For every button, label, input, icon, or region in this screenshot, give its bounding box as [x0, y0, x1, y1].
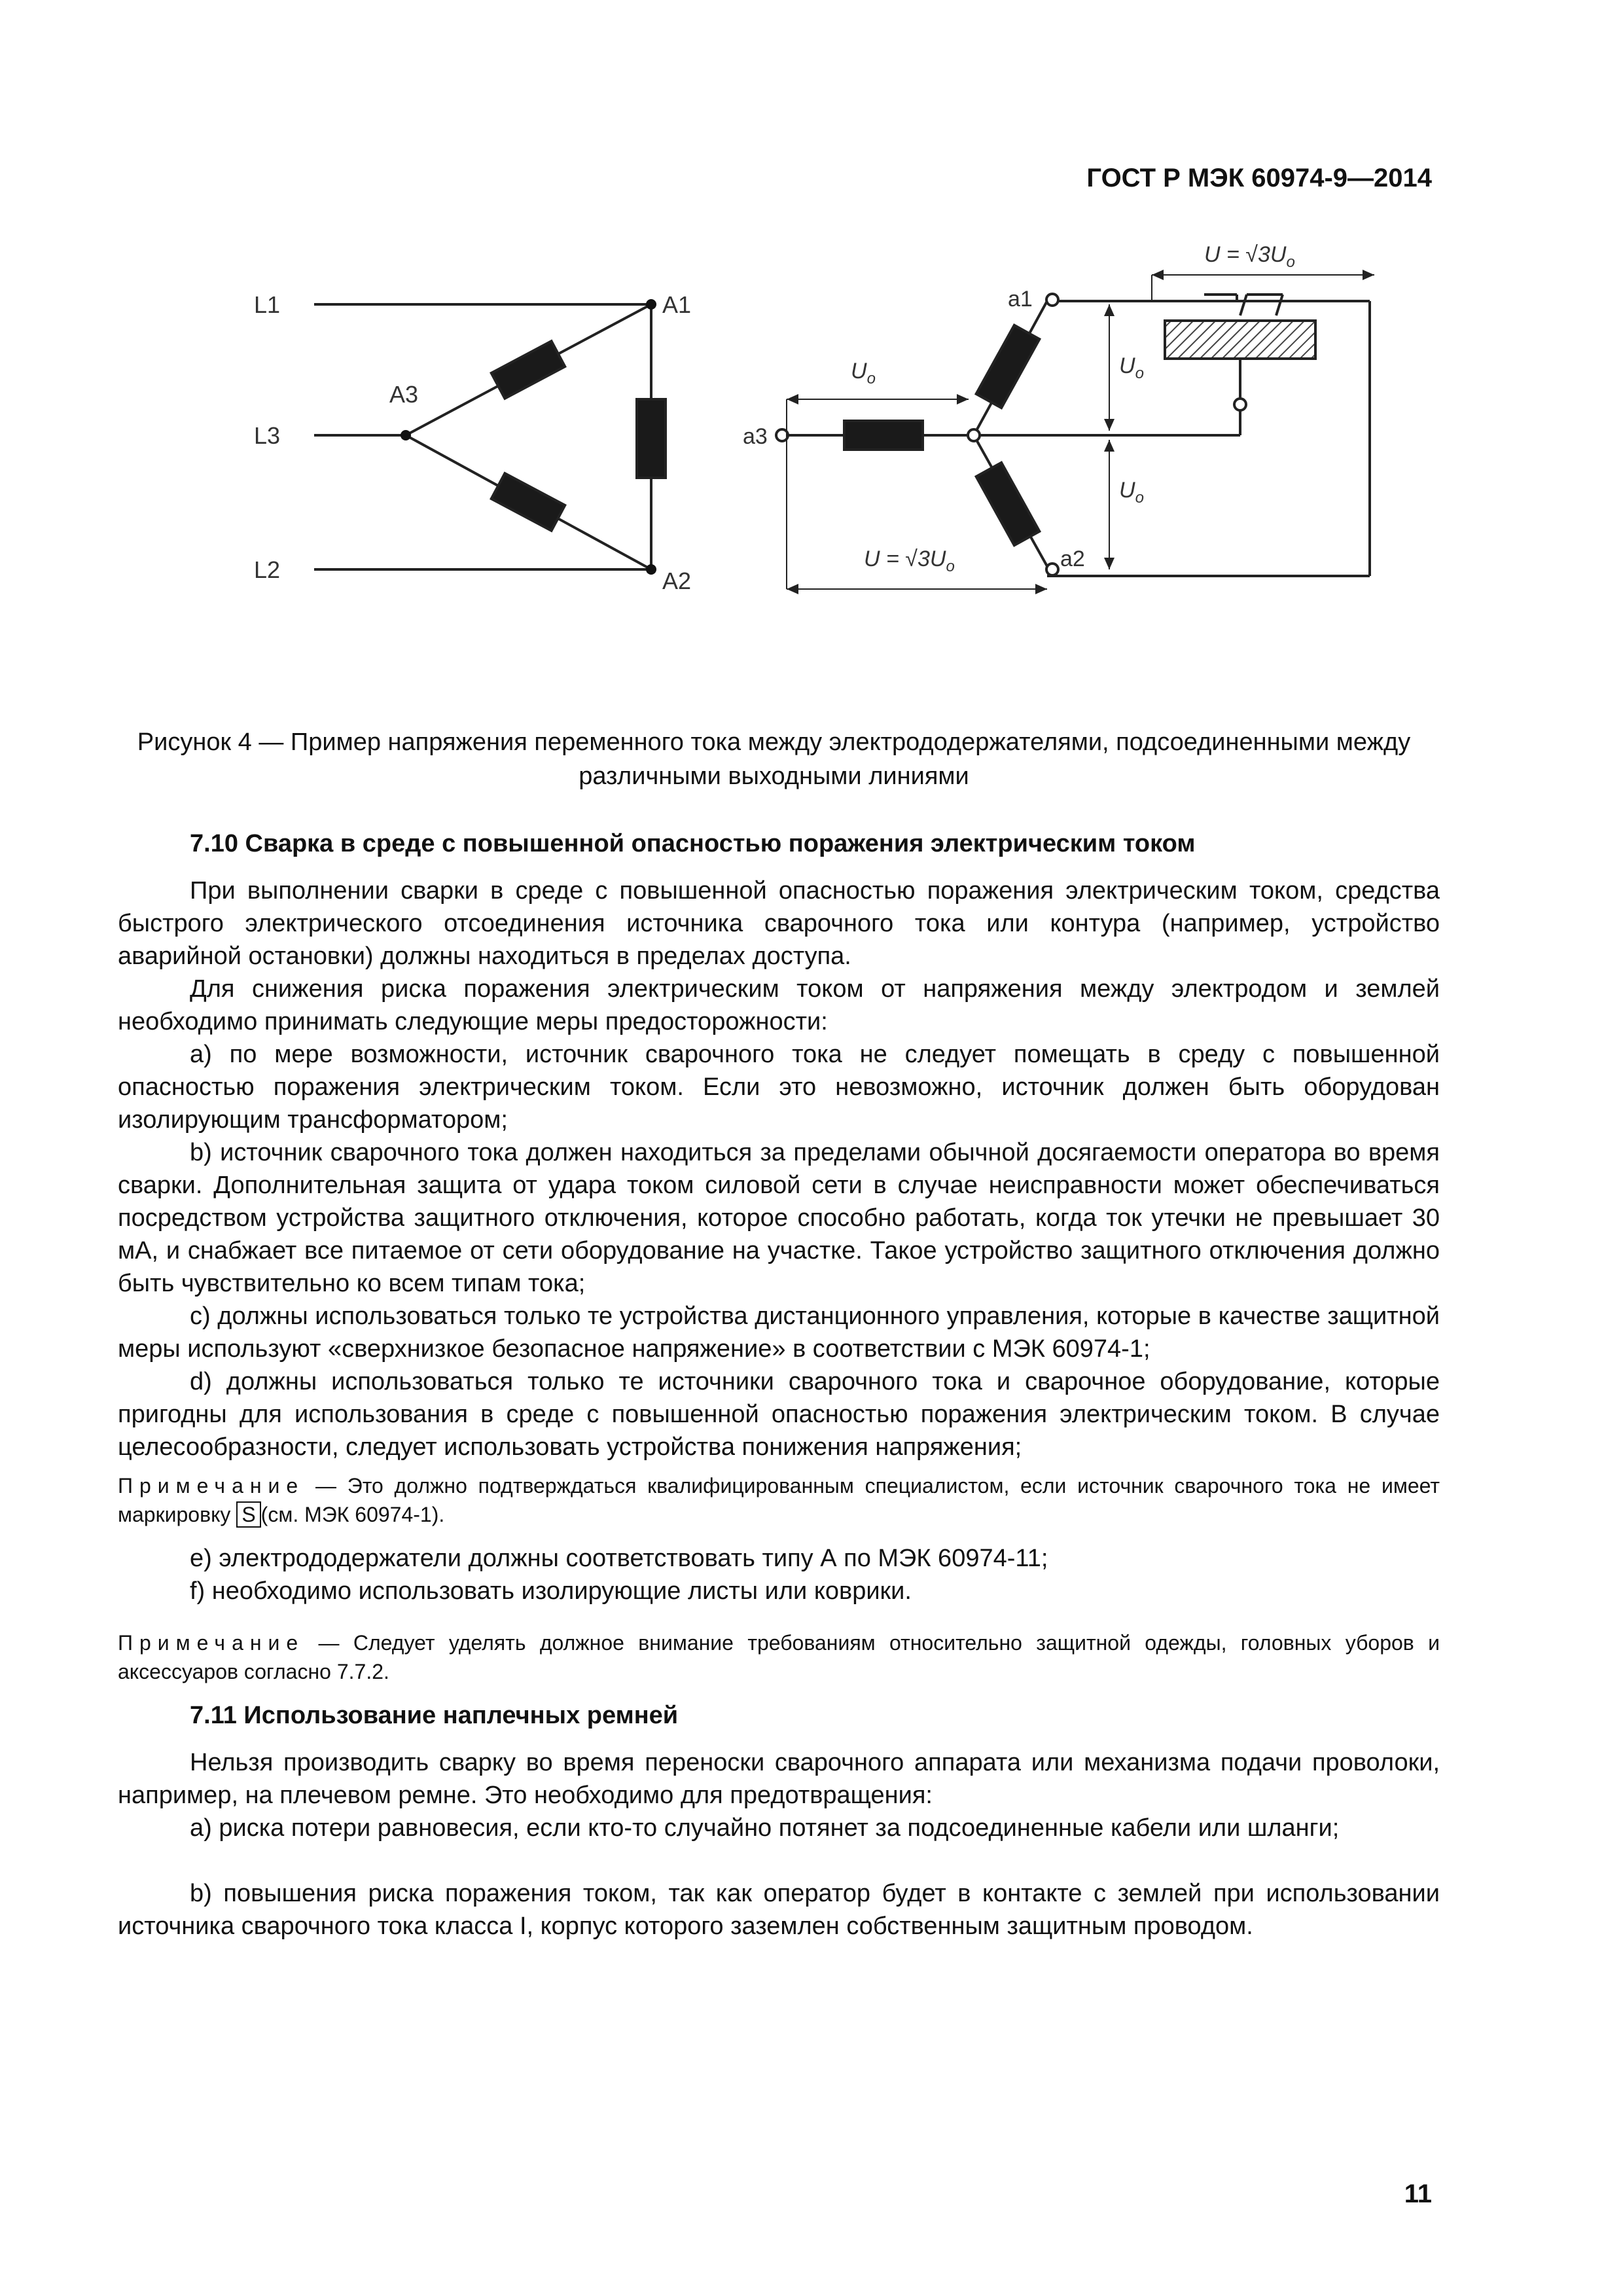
- document-header: ГОСТ Р МЭК 60974-9—2014: [1086, 164, 1432, 192]
- safety-mark-s: S: [236, 1501, 260, 1528]
- note-2: Примечание — Следует уделять должное внимание требованиям относительно защитной одежды, головных уборов и аксессуаров согласно 7.7.2.: [118, 1631, 1440, 1683]
- label-u0-lower: $U_o$: [1119, 478, 1144, 507]
- list-item-711-b: b) повышения риска поражения током, так как оператор будет в контакте с землей при использовании источника сварочного тока класса I, корпус которого заземлен собственным защитным проводом.: [118, 1880, 1440, 1940]
- resistor-a1-a2: [637, 399, 666, 478]
- list-item-b: b) источник сварочного тока должен находиться за пределами обычной досягаемости оператора во время сварки. Дополнительная защита от удара током силовой сети в случае неисправности может обеспечиваться посредством устройства защитного отключения, которое способно работать, когда ток утечки не превышает 30 мА, и снабжает все питаемое от сети оборудование на участке. Такое устройство защитного отключения должно быть чувствительно ко всем типам тока;: [118, 1139, 1440, 1297]
- delta-circuit: [314, 304, 666, 569]
- note-1: Примечание — Это должно подтверждаться квалифицированным специалистом, если источник сварочного тока не имеет маркировку S (см. МЭК 60974-1).: [118, 1474, 1440, 1526]
- resistor-a3-a1: [491, 341, 565, 399]
- label-a2-small: a2: [1060, 547, 1085, 571]
- label-l3: L3: [254, 422, 281, 449]
- label-a3: A3: [389, 381, 419, 408]
- label-a2: A2: [662, 567, 692, 594]
- resistor-a3-a2: [491, 473, 565, 531]
- circuit-diagram: [223, 236, 1479, 641]
- paragraph-711-1: Нельзя производить сварку во время переноски сварочного аппарата или механизма подачи проволоки, например, на плечевом ремне. Это необходимо для предотвращения:: [118, 1749, 1440, 1809]
- section-title-711: 7.11 Использование наплечных ремней: [190, 1702, 679, 1729]
- list-item-f: f) необходимо использовать изолирующие листы или коврики.: [190, 1577, 912, 1605]
- resistor-a2: [976, 463, 1040, 545]
- star-circuit: [788, 295, 1370, 576]
- page-number: 11: [1404, 2179, 1432, 2208]
- label-a1-small: a1: [1008, 287, 1033, 312]
- list-item-711-a: a) риска потери равновесия, если кто-то случайно потянет за подсоединенные кабели или шланги;: [190, 1814, 1340, 1842]
- list-item-a: a) по мере возможности, источник сварочного тока не следует помещать в среду с повышенной опасностью поражения электрическим током. Если это невозможно, источник должен быть оборудован изолирующим трансформатором;: [118, 1041, 1440, 1134]
- label-u-bottom: $U = √3U_o$: [864, 547, 955, 575]
- resistor-a1: [976, 325, 1040, 408]
- label-a1: A1: [662, 291, 692, 318]
- label-l2: L2: [254, 556, 281, 583]
- label-l1: L1: [254, 291, 281, 318]
- workpiece: [1165, 321, 1315, 359]
- list-item-d: d) должны использоваться только те источники сварочного тока и сварочное оборудование, которые пригодны для использования в среде с повышенной опасностью поражения электрическим током. В случае целесообразности, следует использовать устройства понижения напряжения;: [118, 1368, 1440, 1461]
- paragraph-710-2: Для снижения риска поражения электрическим током от напряжения между электродом и землей необходимо принимать следующие меры предосторожности:: [118, 975, 1440, 1035]
- paragraph-710-1: При выполнении сварки в среде с повышенной опасностью поражения электрическим током, средства быстрого электрического отсоединения источника сварочного тока или контура (например, устройство аварийной остановки) должны находиться в пределах доступа.: [118, 877, 1440, 970]
- list-item-e: e) электрододержатели должны соответствовать типу А по МЭК 60974-11;: [190, 1545, 1048, 1572]
- label-u0-upper: $U_o$: [1119, 353, 1144, 382]
- label-u-top: $U = √3U_o$: [1204, 242, 1295, 271]
- resistor-a3: [844, 421, 923, 450]
- label-a3-small: a3: [743, 424, 768, 449]
- list-item-c: c) должны использоваться только те устройства дистанционного управления, которые в качестве защитной меры используют «сверхнизкое безопасное напряжение» в соответствии с МЭК 60974-1;: [118, 1302, 1440, 1363]
- section-title-710: 7.10 Сварка в среде с повышенной опасностью поражения электрическим током: [190, 830, 1196, 857]
- label-u0-left: $U_o$: [851, 359, 876, 387]
- figure-caption: Рисунок 4 — Пример напряжения переменного тока между электрододержателями, подсоединенными между различными выходными линиями: [137, 728, 1411, 790]
